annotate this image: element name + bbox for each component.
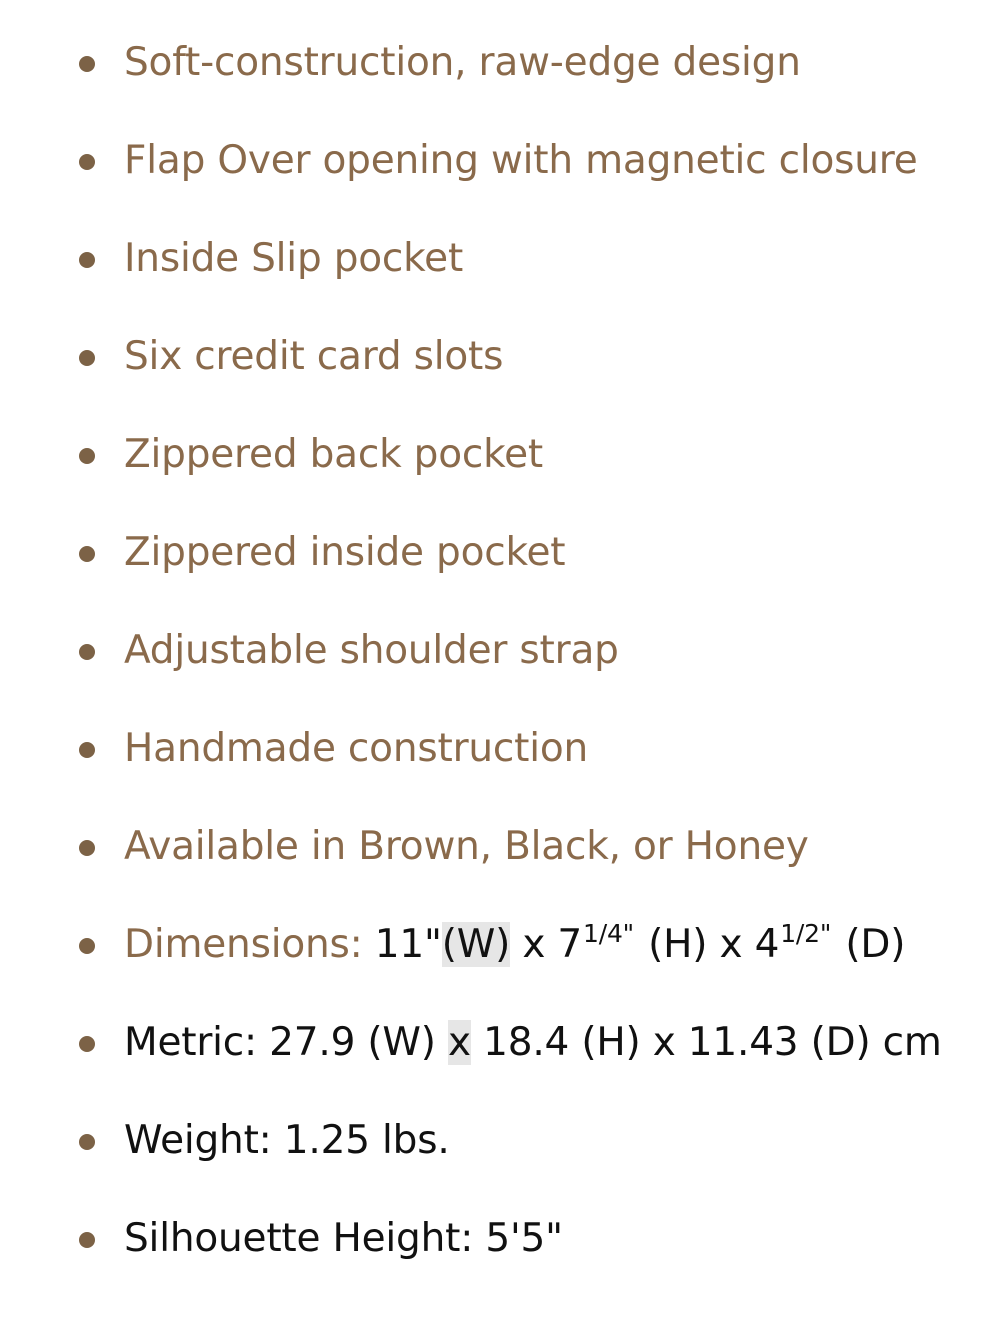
bullet-icon — [79, 840, 95, 856]
feature-text: Six credit card slots — [124, 334, 504, 379]
list-item — [0, 699, 1000, 797]
list-item — [0, 13, 1000, 111]
bullet-icon — [79, 938, 95, 954]
feature-text: Inside Slip pocket — [124, 236, 464, 281]
feature-text: Available in Brown, Black, or Honey — [124, 824, 809, 869]
list-item — [0, 405, 1000, 503]
list-item — [0, 503, 1000, 601]
bullet-icon — [79, 1134, 95, 1150]
bullet-icon — [79, 644, 95, 660]
metric-part-2: 18.4 (H) x 11.43 (D) cm — [470, 1020, 942, 1065]
list-item — [0, 601, 1000, 699]
dimensions-width-unit: (W) — [441, 922, 511, 967]
feature-text: Flap Over opening with magnetic closure — [124, 138, 918, 183]
list-item-metric — [0, 993, 1000, 1091]
bullet-icon — [79, 154, 95, 170]
dimensions-width: 11" — [374, 922, 442, 967]
dimensions-label: Dimensions: — [124, 922, 375, 967]
feature-text: Zippered inside pocket — [124, 530, 566, 575]
metric-part-1: Metric: 27.9 (W) — [124, 1020, 449, 1065]
bullet-icon — [79, 350, 95, 366]
silhouette-text: Silhouette Height: 5'5" — [124, 1216, 563, 1261]
weight-text: Weight: 1.25 lbs. — [124, 1118, 450, 1163]
dimensions-height-fraction: 1/4" — [583, 919, 634, 948]
list-item-weight — [0, 1091, 1000, 1189]
bullet-icon — [79, 546, 95, 562]
feature-text: Soft-construction, raw-edge design — [124, 40, 801, 85]
feature-text: Handmade construction — [124, 726, 589, 771]
metric-highlight: x — [448, 1020, 471, 1065]
dimensions-height-unit: (H) x 4 — [635, 922, 780, 967]
bullet-icon — [79, 1036, 95, 1052]
dimensions-depth-unit: (D) — [833, 922, 906, 967]
dimensions-depth-fraction: 1/2" — [780, 919, 832, 948]
bullet-icon — [79, 252, 95, 268]
list-item — [0, 111, 1000, 209]
list-item — [0, 797, 1000, 895]
feature-text: Adjustable shoulder strap — [124, 628, 619, 673]
bullet-icon — [79, 1232, 95, 1248]
bullet-icon — [79, 742, 95, 758]
list-item — [0, 209, 1000, 307]
bullet-icon — [79, 448, 95, 464]
bullet-icon — [79, 56, 95, 72]
list-item-dimensions — [0, 895, 1000, 993]
list-item — [0, 307, 1000, 405]
metric-text — [124, 1020, 942, 1065]
dimensions-text — [124, 919, 906, 967]
dimensions-separator: x 7 — [510, 922, 583, 967]
feature-text: Zippered back pocket — [124, 432, 544, 477]
list-item-silhouette — [0, 1189, 1000, 1287]
